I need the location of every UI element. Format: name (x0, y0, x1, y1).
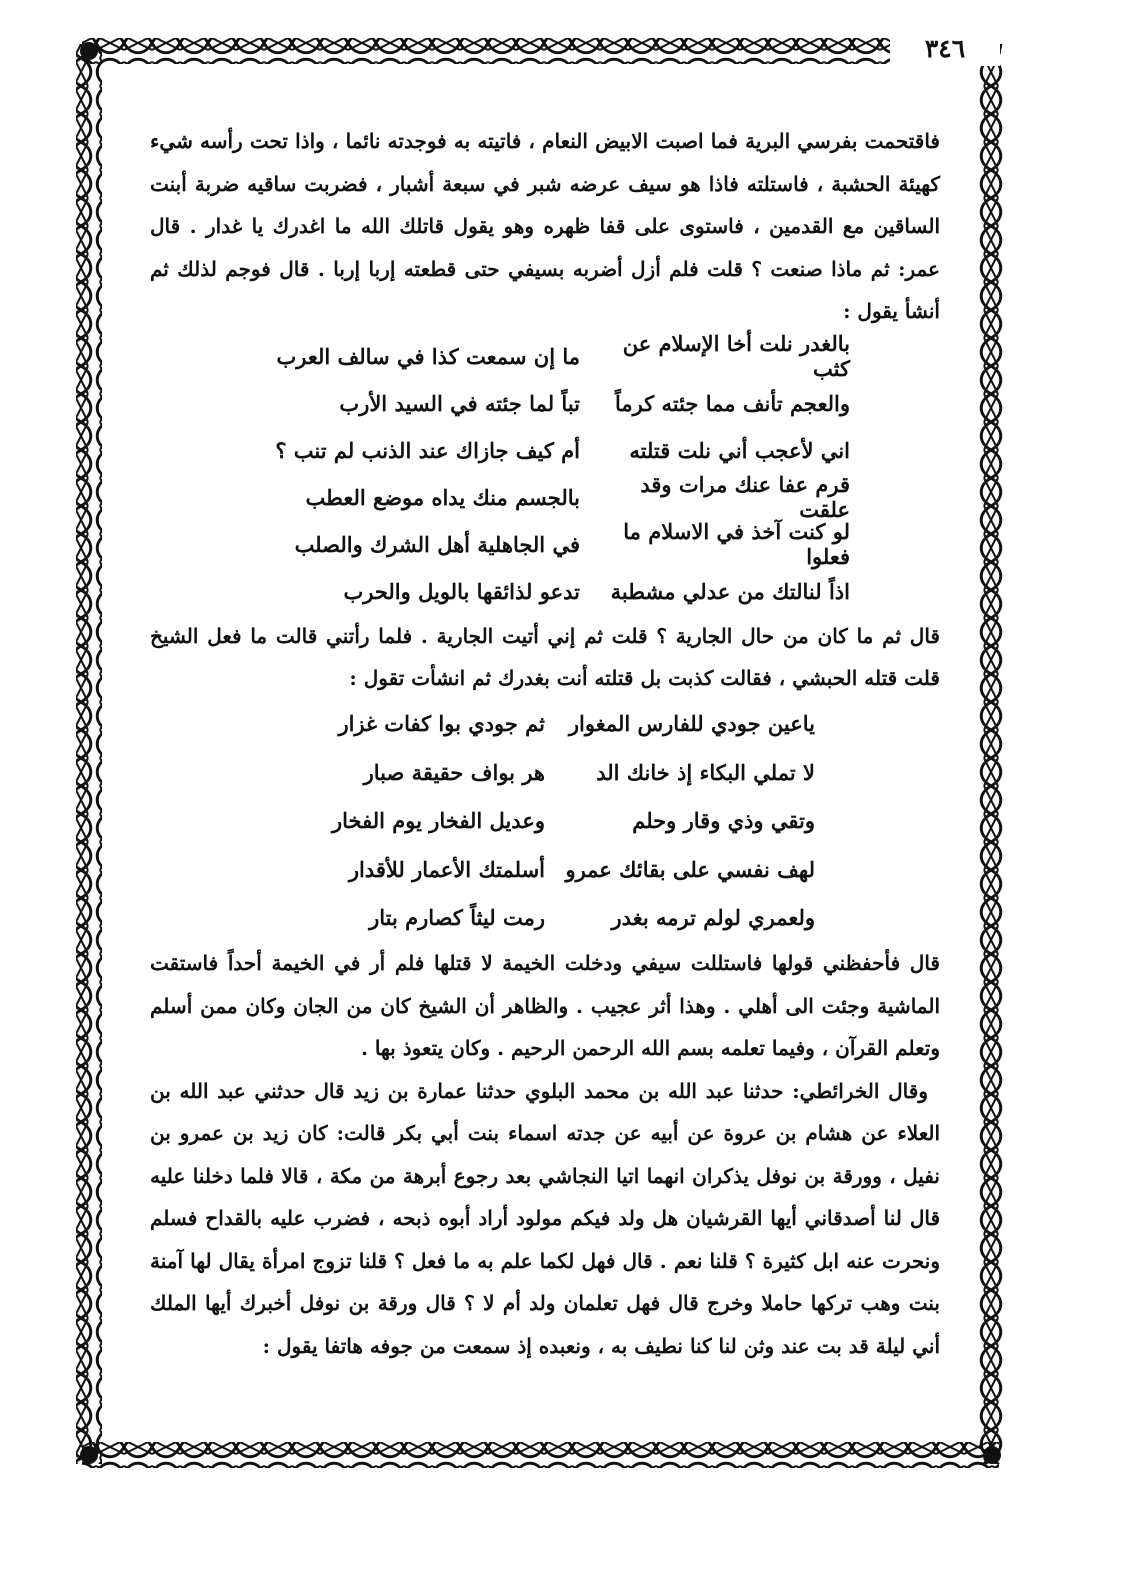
hemistich-second: تباً لما جئته في السيد الأرب (339, 390, 580, 416)
poem-verse (150, 845, 940, 894)
hemistich-first: لا تملي البكاء إذ خانك الد (596, 759, 815, 785)
paragraph-4: وقال الخرائطي: حدثنا عبد الله بن محمد البلوي حدثنا عمارة بن زيد قال حدثني عبد الله بن العلاء عن هشام بن عروة عن أبيه عن جدته اسماء بنت أبي بكر قالت: كان زيد بن عمرو بن نفيل ، وورقة بن نوفل يذكران انهما اتيا النجاشي بعد رجوع أبرهة من مكة ، قالا فلما دخلنا عليه قال لنا أصدقاني أيها القرشيان هل ولد فيكم مولود أراد أبوه ذبحه ، فضرب عليه بالقداح فسلم ونحرت عنه ابل كثيرة ؟ قلنا نعم . قال فهل لكما علم به ما فعل ؟ قلنا تزوج امرأة يقال لها آمنة بنت وهب تركها حاملا وخرج قال فهل تعلمان ولد أم لا ؟ قال ورقة بن نوفل أخبرك أيها الملك أني ليلة قد بت عند وثن لنا كنا نطيف به ، ونعبده إذ سمعت من جوفه هاتفا يقول : (150, 1078, 940, 1358)
poem-verse (150, 568, 940, 615)
hemistich-first: وتقي وذي وقار وحلم (632, 808, 815, 834)
poem-verse (150, 521, 940, 568)
hemistich-second: هر بواف حقيقة صبار (363, 759, 545, 785)
poem-1 (150, 333, 940, 615)
hemistich-first: قرم عفا عنك مرات وقد علقت (640, 472, 850, 522)
hemistich-first: لو كنت آخذ في الاسلام ما فعلوا (623, 519, 850, 569)
poem-verse (150, 894, 940, 943)
hemistich-second: وعديل الفخار يوم الفخار (332, 808, 545, 834)
hemistich-first: والعجم تأنف مما جئته كرماً (614, 390, 850, 416)
hemistich-second: أم كيف جازاك عند الذنب لم تنب ؟ (275, 437, 580, 463)
poem-verse (150, 333, 940, 380)
poem-verse (150, 700, 940, 749)
hemistich-second: في الجاهلية أهل الشرك والصلب (294, 531, 580, 557)
hemistich-first: ياعين جودي للفارس المغوار (568, 711, 815, 737)
poem-verse (150, 748, 940, 797)
hemistich-first: اني لأعجب أني نلت قتلته (629, 437, 850, 463)
hemistich-second: ما إن سمعت كذا في سالف العرب (276, 343, 580, 369)
hemistich-second: تدعو لذائقها بالويل والحرب (343, 578, 580, 604)
hemistich-second: رمت ليثاً كصارم بتار (369, 905, 545, 931)
poem-verse (150, 797, 940, 846)
hemistich-second: بالجسم منك يداه موضع العطب (305, 484, 580, 510)
hemistich-first: اذاً لنالتك من عدلي مشطبة (610, 578, 850, 604)
hemistich-second: أسلمتك الأعمار للأقدار (348, 856, 545, 882)
hemistich-first: بالغدر نلت أخا الإسلام عن كثب (622, 331, 850, 381)
hemistich-second: ثم جودي بوا كفات غزار (338, 711, 545, 737)
paragraph-1: فاقتحمت بفرسي البرية فما اصبت الابيض النعام ، فاتيته به فوجدته نائما ، واذا تحت رأسه شيء كهيئة الحشبة ، فاستلته فاذا هو سيف عرضه شبر في سبعة أشبار ، فضربت ساقيه ضربة أبنت الساقين مع القدمين ، فاستوى على قفا ظهره وهو يقول قاتلك الله ما اغدرك يا غدار . قال عمر: ثم ماذا صنعت ؟ قلت فلم أزل أضربه بسيفي حتى قطعته إربا إربا . قال فوجم لذلك ثم أنشأ يقول : (150, 129, 941, 323)
poem-verse (150, 427, 940, 474)
paragraph-3: قال فأحفظني قولها فاستللت سيفي ودخلت الخيمة لا قتلها فلم أر في الخيمة أحداً فاستقت الماشية وجئت الى أهلي . وهذا أثر عجيب . والظاهر أن الشيخ كان من الجان وكان ممن أسلم وتعلم القرآن ، وفيما تعلمه بسم الله الرحمن الرحيم . وكان يتعوذ بها . (150, 951, 940, 1060)
poem-verse (150, 380, 940, 427)
poem-verse (150, 474, 940, 521)
page-body (150, 120, 940, 1367)
hemistich-first: ولعمري لولم ترمه بغدر (611, 905, 815, 931)
poem-2 (150, 700, 940, 943)
page-number: ٣٤٦ (890, 32, 1000, 66)
hemistich-first: لهف نفسي على بقائك عمرو (565, 856, 815, 882)
paragraph-2: قال ثم ما كان من حال الجارية ؟ قلت ثم إني أتيت الجارية . فلما رأتني قالت ما فعل الشيخ قلت قتله الحبشي ، فقالت كذبت بل قتلته أنت بغدرك ثم انشأت تقول : (150, 623, 940, 690)
